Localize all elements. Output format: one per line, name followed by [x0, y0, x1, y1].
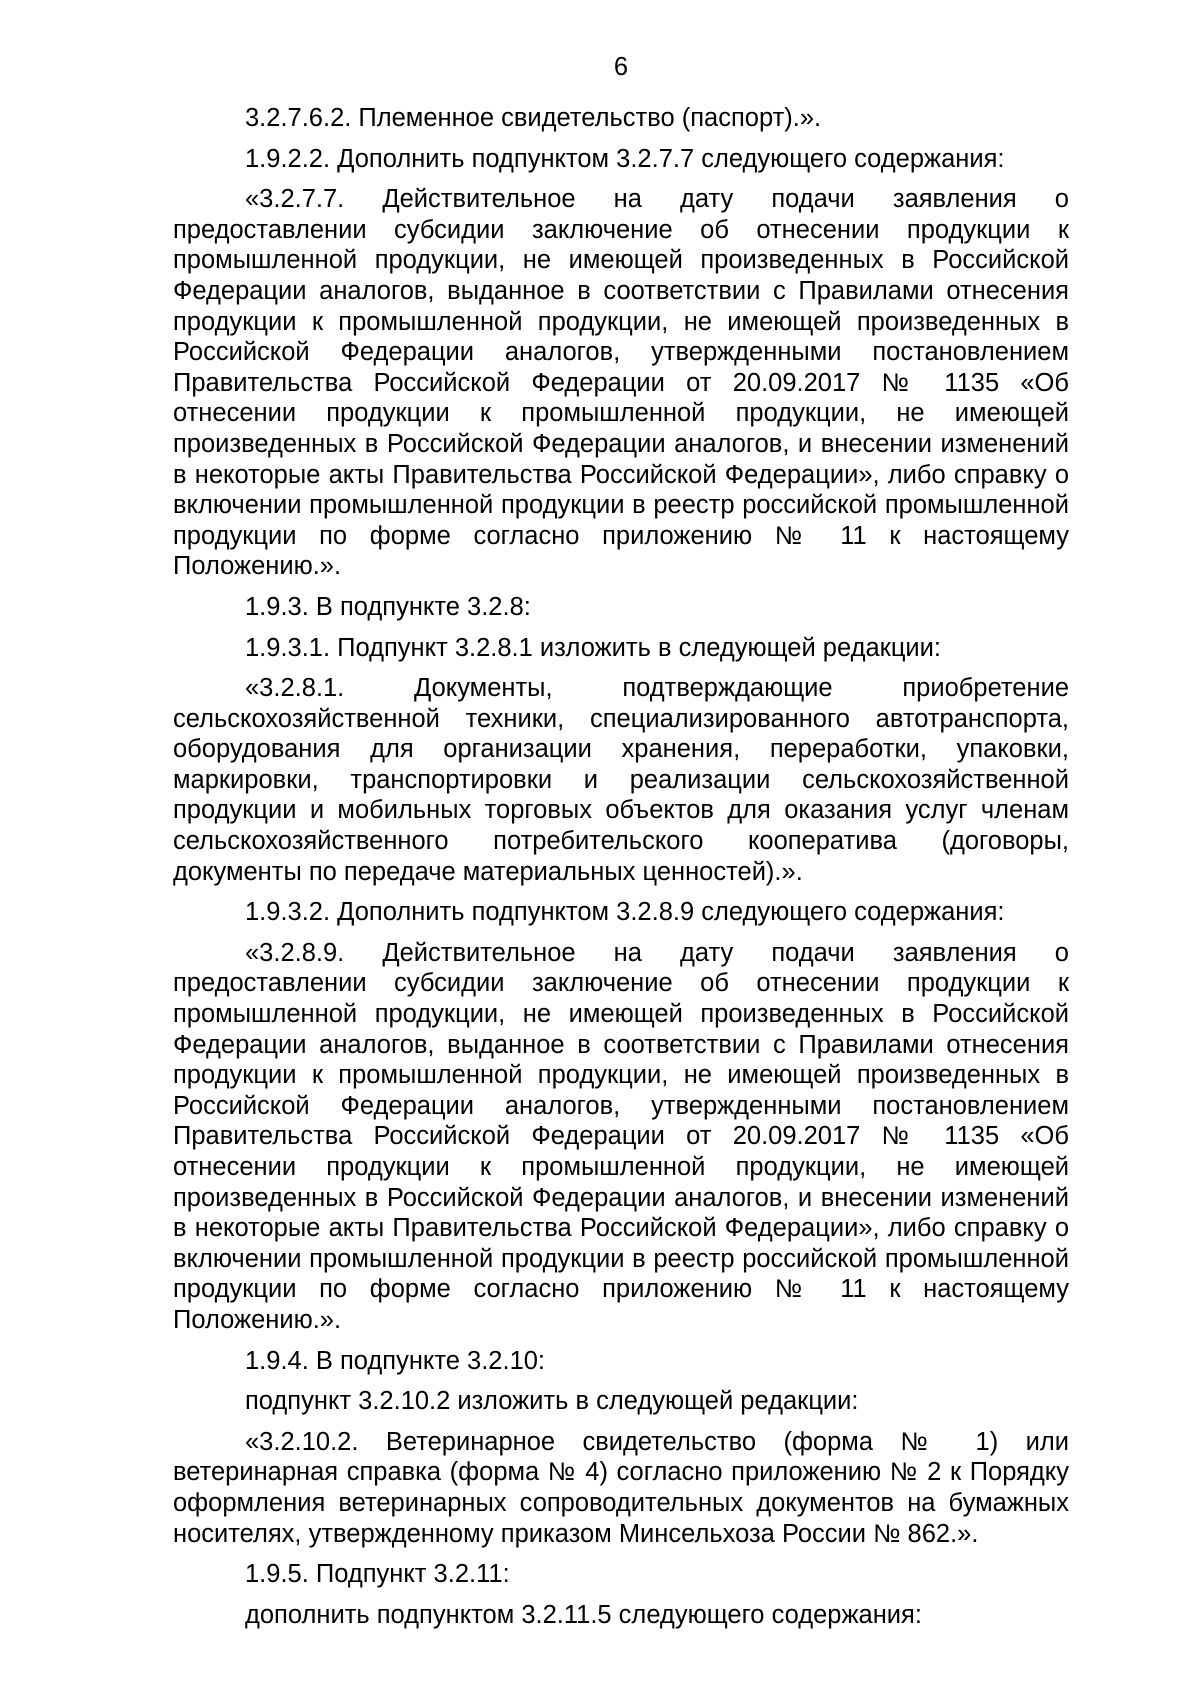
paragraph-3-2-7-6-2: 3.2.7.6.2. Племенное свидетельство (паспорт).». [245, 104, 822, 132]
paragraph-3-2-8-1-text: «3.2.8.1. Документы, подтверждающие приобретение сельскохозяйственной техники, специализированного автотранспорта, оборудования для организации хранения, переработки, упаковки, маркировки, транспортировки и реализации сельскохозяйственной продукции и мобильных торговых объектов для оказания услуг членам сельскохозяйственного потребительского кооператива (договоры, документы по передаче материальных ценностей).». [173, 674, 1069, 886]
paragraph-1-9-5: 1.9.5. Подпункт 3.2.11: [245, 1560, 510, 1589]
paragraph-1-9-2-2: 1.9.2.2. Дополнить подпунктом 3.2.7.7 следующего содержания: [245, 144, 1005, 173]
paragraph-1-9-4: 1.9.4. В подпункте 3.2.10: [245, 1346, 546, 1375]
paragraph-1-9-3-1: 1.9.3.1. Подпункт 3.2.8.1 изложить в следующей редакции: [245, 633, 941, 662]
paragraph-1-9-3-2: 1.9.3.2. Дополнить подпунктом 3.2.8.9 следующего содержания: [245, 898, 1005, 927]
paragraph-1-9-3: 1.9.3. В подпункте 3.2.8: [245, 592, 531, 621]
paragraph-3-2-11-5-instruction: дополнить подпунктом 3.2.11.5 следующего содержания: [245, 1600, 922, 1629]
paragraph-3-2-8-9-text: «3.2.8.9. Действительное на дату подачи заявления о предоставлении субсидии заключение об отнесении продукции к промышленной продукции, не имеющей произведенных в Российской Федерации аналогов, выданное в соответствии с Правилами отнесения продукции к промышленной продукции, не имеющей произведенных в Российской Федерации аналогов, утвержденными постановлением Правительства Российской Федерации от 20.09.2017 № 1135 «Об отнесении продукции к промышленной продукции, не имеющей произведенных в Российской Федерации аналогов, и внесении изменений в некоторые акты Правительства Российской Федерации», либо справку о включении промышленной продукции в реестр российской промышленной продукции по форме согласно приложению № 11 к настоящему Положению.». [173, 938, 1069, 1334]
paragraph-3-2-10-2-instruction: подпункт 3.2.10.2 изложить в следующей редакции: [245, 1387, 859, 1416]
page-number: 6 [613, 53, 629, 81]
paragraph-3-2-7-7-text: «3.2.7.7. Действительное на дату подачи заявления о предоставлении субсидии заключение об отнесении продукции к промышленной продукции, не имеющей произведенных в Российской Федерации аналогов, выданное в соответствии с Правилами отнесения продукции к промышленной продукции, не имеющей произведенных в Российской Федерации аналогов, утвержденными постановлением Правительства Российской Федерации от 20.09.2017 № 1135 «Об отнесении продукции к промышленной продукции, не имеющей произведенных в Российской Федерации аналогов, и внесении изменений в некоторые акты Правительства Российской Федерации», либо справку о включении промышленной продукции в реестр российской промышленной продукции по форме согласно приложению № 11 к настоящему Положению.». [173, 185, 1069, 581]
paragraph-3-2-10-2-text: «3.2.10.2. Ветеринарное свидетельство (форма № 1) или ветеринарная справка (форма № 4) согласно приложению № 2 к Порядку оформления ветеринарных сопроводительных документов на бумажных носителях, утвержденному приказом Минсельхоза России № 862.». [173, 1427, 1069, 1548]
